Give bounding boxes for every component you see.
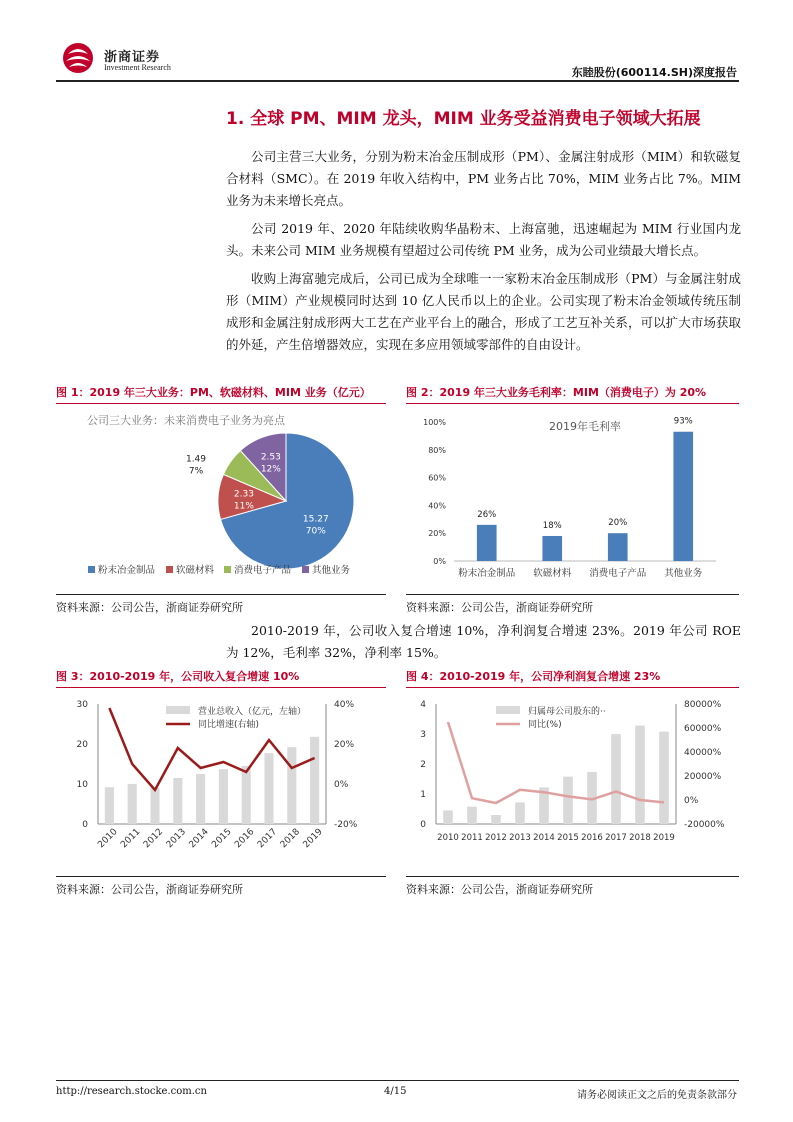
paragraph-1: 公司主营三大业务，分别为粉末冶金压制成形（PM）、金属注射成形（MIM）和软磁复合材料（SMC）。在 2019 年收入结构中，PM 业务占比 70%，MIM 业务占比 7%。MIM 业务为未来增长亮点。: [226, 149, 741, 208]
bar: [287, 747, 296, 824]
x-tick-label: 2010: [96, 826, 120, 851]
pie-percent-label: 11%: [233, 501, 254, 512]
x-tick-label: 2018: [629, 833, 651, 843]
legend-swatch: [302, 566, 309, 573]
header-divider: [56, 80, 739, 82]
fig2-title: 图 2：2019 年三大业务毛利率：MIM（消费电子）为 20%: [406, 384, 739, 404]
bar: [264, 753, 273, 824]
pie-value-label: 1.49: [185, 454, 207, 465]
x-tick-label: 2011: [119, 826, 143, 851]
fig3-source: 资料来源：公司公告，浙商证券研究所: [56, 876, 386, 897]
left-tick-label: 0: [420, 820, 426, 830]
right-tick-label: -20%: [334, 820, 358, 830]
fig1-source: 资料来源：公司公告，浙商证券研究所: [56, 594, 386, 615]
legend-bar-label: 归属母公司股东的··: [528, 707, 606, 717]
paragraph-3: 收购上海富驰完成后，公司已成为全球唯一一家粉末冶金压制成形（PM）与金属注射成形（MIM）产业规模同时达到 10 亿人民币以上的企业。公司实现了粉末冶金领域传统压制成形和金属注射成形两大工艺在产业平台上的融合，形成了工艺互补关系，可以扩大市场获取的外延，产生倍增器效应，实现在多应用领域零部件的自由设计。: [226, 271, 741, 352]
x-tick-label: 消费电子产品: [589, 568, 647, 579]
bar-value-label: 20%: [608, 518, 628, 529]
bar-value-label: 18%: [542, 520, 562, 531]
bar-value-label: 26%: [477, 509, 497, 520]
bar: [563, 777, 573, 824]
bar: [515, 802, 525, 824]
x-tick-label: 2012: [141, 826, 166, 851]
fig1-title: 图 1：2019 年三大业务：PM、软磁材料、MIM 业务（亿元）: [56, 384, 386, 404]
fig2-source: 资料来源：公司公告，浙商证券研究所: [406, 594, 739, 615]
legend-swatch: [224, 566, 231, 573]
fig4-title: 图 4：2010-2019 年，公司净利润复合增速 23%: [406, 668, 739, 688]
x-tick-label: 2010: [437, 833, 459, 843]
pie-value-label: 15.27: [302, 514, 329, 525]
bar: [310, 737, 319, 824]
right-tick-label: 60000%: [684, 724, 722, 734]
bar: [467, 807, 477, 824]
x-tick-label: 2011: [461, 833, 483, 843]
y-tick-label: 100%: [423, 418, 446, 427]
y-tick-label: 40%: [428, 501, 446, 511]
pie-percent-label: 12%: [260, 464, 281, 475]
left-tick-label: 10: [76, 780, 88, 790]
fig4-source: 资料来源：公司公告，浙商证券研究所: [406, 876, 739, 897]
footer-divider: [56, 1080, 739, 1081]
x-tick-label: 2019: [653, 833, 675, 843]
logo: [56, 40, 100, 76]
x-tick-label: 2016: [581, 833, 603, 843]
bar: [491, 815, 501, 824]
legend-bar-swatch: [166, 706, 190, 714]
x-tick-label: 2015: [210, 826, 234, 851]
pie-value-label: 2.53: [260, 452, 281, 463]
logo-subtitle: Investment Research: [104, 63, 171, 72]
bar: [673, 432, 693, 561]
right-tick-label: -20000%: [684, 820, 725, 830]
right-tick-label: 0%: [684, 796, 699, 806]
growth-text: 2010-2019 年，公司收入复合增速 10%，净利润复合增速 23%。2019 年公司 ROE 为 12%，毛利率 32%，净利率 15%。: [226, 623, 741, 660]
legend-label: 消费电子产品: [234, 565, 292, 576]
logo-mark-icon: [56, 40, 100, 76]
bar: [611, 734, 621, 824]
bar: [196, 774, 205, 824]
pie-value-label: 2.33: [233, 489, 254, 500]
section-title: 1. 全球 PM、MIM 龙头，MIM 业务受益消费电子领域大拓展: [226, 109, 701, 129]
right-tick-label: 40000%: [684, 748, 722, 758]
legend-bar-label: 营业总收入（亿元，左轴）: [198, 707, 307, 717]
paragraph-2: 公司 2019 年、2020 年陆续收购华晶粉末、上海富驰，迅速崛起为 MIM 行业国内龙头。未来公司 MIM 业务规模有望超过公司传统 PM 业务，成为公司业绩最大增长点。: [226, 221, 741, 258]
left-tick-label: 3: [420, 730, 426, 740]
intro-text: [226, 146, 741, 356]
bar: [128, 784, 137, 824]
growth-line: [448, 722, 664, 803]
legend-label: 软磁材料: [176, 565, 215, 576]
logo-name: 浙商证券: [104, 50, 161, 65]
bar-chart-title: 2019年毛利率: [549, 420, 621, 433]
legend-swatch: [88, 566, 95, 573]
bar: [635, 726, 645, 824]
legend-line-label: 同比(%): [528, 720, 562, 730]
x-tick-label: 粉末冶金制品: [458, 568, 516, 579]
right-tick-label: 80000%: [684, 700, 722, 710]
legend-label: 其他业务: [312, 565, 351, 576]
legend-bar-swatch: [496, 706, 520, 714]
x-tick-label: 其他业务: [664, 568, 703, 579]
x-tick-label: 软磁材料: [533, 568, 572, 579]
page-number: 4/15: [384, 1086, 407, 1097]
bar: [242, 766, 251, 824]
x-tick-label: 2017: [255, 826, 280, 851]
bar: [173, 778, 182, 824]
x-tick-label: 2019: [301, 826, 325, 851]
pie-percent-label: 7%: [188, 466, 204, 477]
left-tick-label: 1: [420, 790, 426, 800]
pie-title: 公司三大业务：未来消费电子业务为亮点: [87, 414, 285, 427]
right-tick-label: 0%: [334, 780, 349, 790]
report-title: 东睦股份(600114.SH)深度报告: [571, 66, 737, 79]
left-tick-label: 30: [76, 700, 88, 710]
bar: [443, 811, 453, 825]
x-tick-label: 2016: [233, 826, 257, 851]
bar: [477, 525, 497, 561]
left-tick-label: 20: [76, 740, 88, 750]
fig2-bar-chart: [406, 406, 739, 588]
x-tick-label: 2018: [278, 826, 303, 851]
fig4-combo-chart: [406, 692, 739, 870]
fig3-title: 图 3：2010-2019 年，公司收入复合增速 10%: [56, 668, 386, 688]
left-tick-label: 2: [420, 760, 426, 770]
bar: [542, 536, 562, 561]
footer-url[interactable]: http://research.stocke.com.cn: [56, 1086, 207, 1097]
pie-percent-label: 70%: [305, 526, 326, 537]
growth-summary: [226, 620, 741, 664]
bar: [105, 787, 114, 824]
x-tick-label: 2015: [557, 833, 579, 843]
y-tick-label: 80%: [428, 445, 446, 455]
y-tick-label: 0%: [433, 557, 446, 566]
footer-disclaimer: 请务必阅读正文之后的免责条款部分: [577, 1090, 737, 1101]
right-tick-label: 20%: [334, 740, 355, 750]
left-tick-label: 4: [420, 700, 426, 710]
x-tick-label: 2017: [605, 833, 627, 843]
bar-value-label: 93%: [673, 416, 693, 427]
left-tick-label: 0: [82, 820, 88, 830]
right-tick-label: 40%: [334, 700, 355, 710]
legend-label: 粉末冶金制品: [98, 565, 156, 576]
legend-swatch: [166, 566, 173, 573]
fig3-combo-chart: [56, 692, 386, 870]
y-tick-label: 20%: [428, 529, 446, 539]
bar: [608, 533, 628, 561]
bar: [659, 732, 669, 824]
x-tick-label: 2013: [509, 833, 531, 843]
x-tick-label: 2014: [187, 826, 211, 851]
x-tick-label: 2013: [164, 826, 189, 851]
right-tick-label: 20000%: [684, 772, 722, 782]
x-tick-label: 2012: [485, 833, 507, 843]
fig1-pie-chart: [56, 406, 386, 588]
y-tick-label: 60%: [428, 473, 446, 483]
bar: [219, 769, 228, 824]
bar: [150, 788, 159, 824]
legend-line-label: 同比增速(右轴): [198, 720, 260, 730]
x-tick-label: 2014: [533, 833, 555, 843]
